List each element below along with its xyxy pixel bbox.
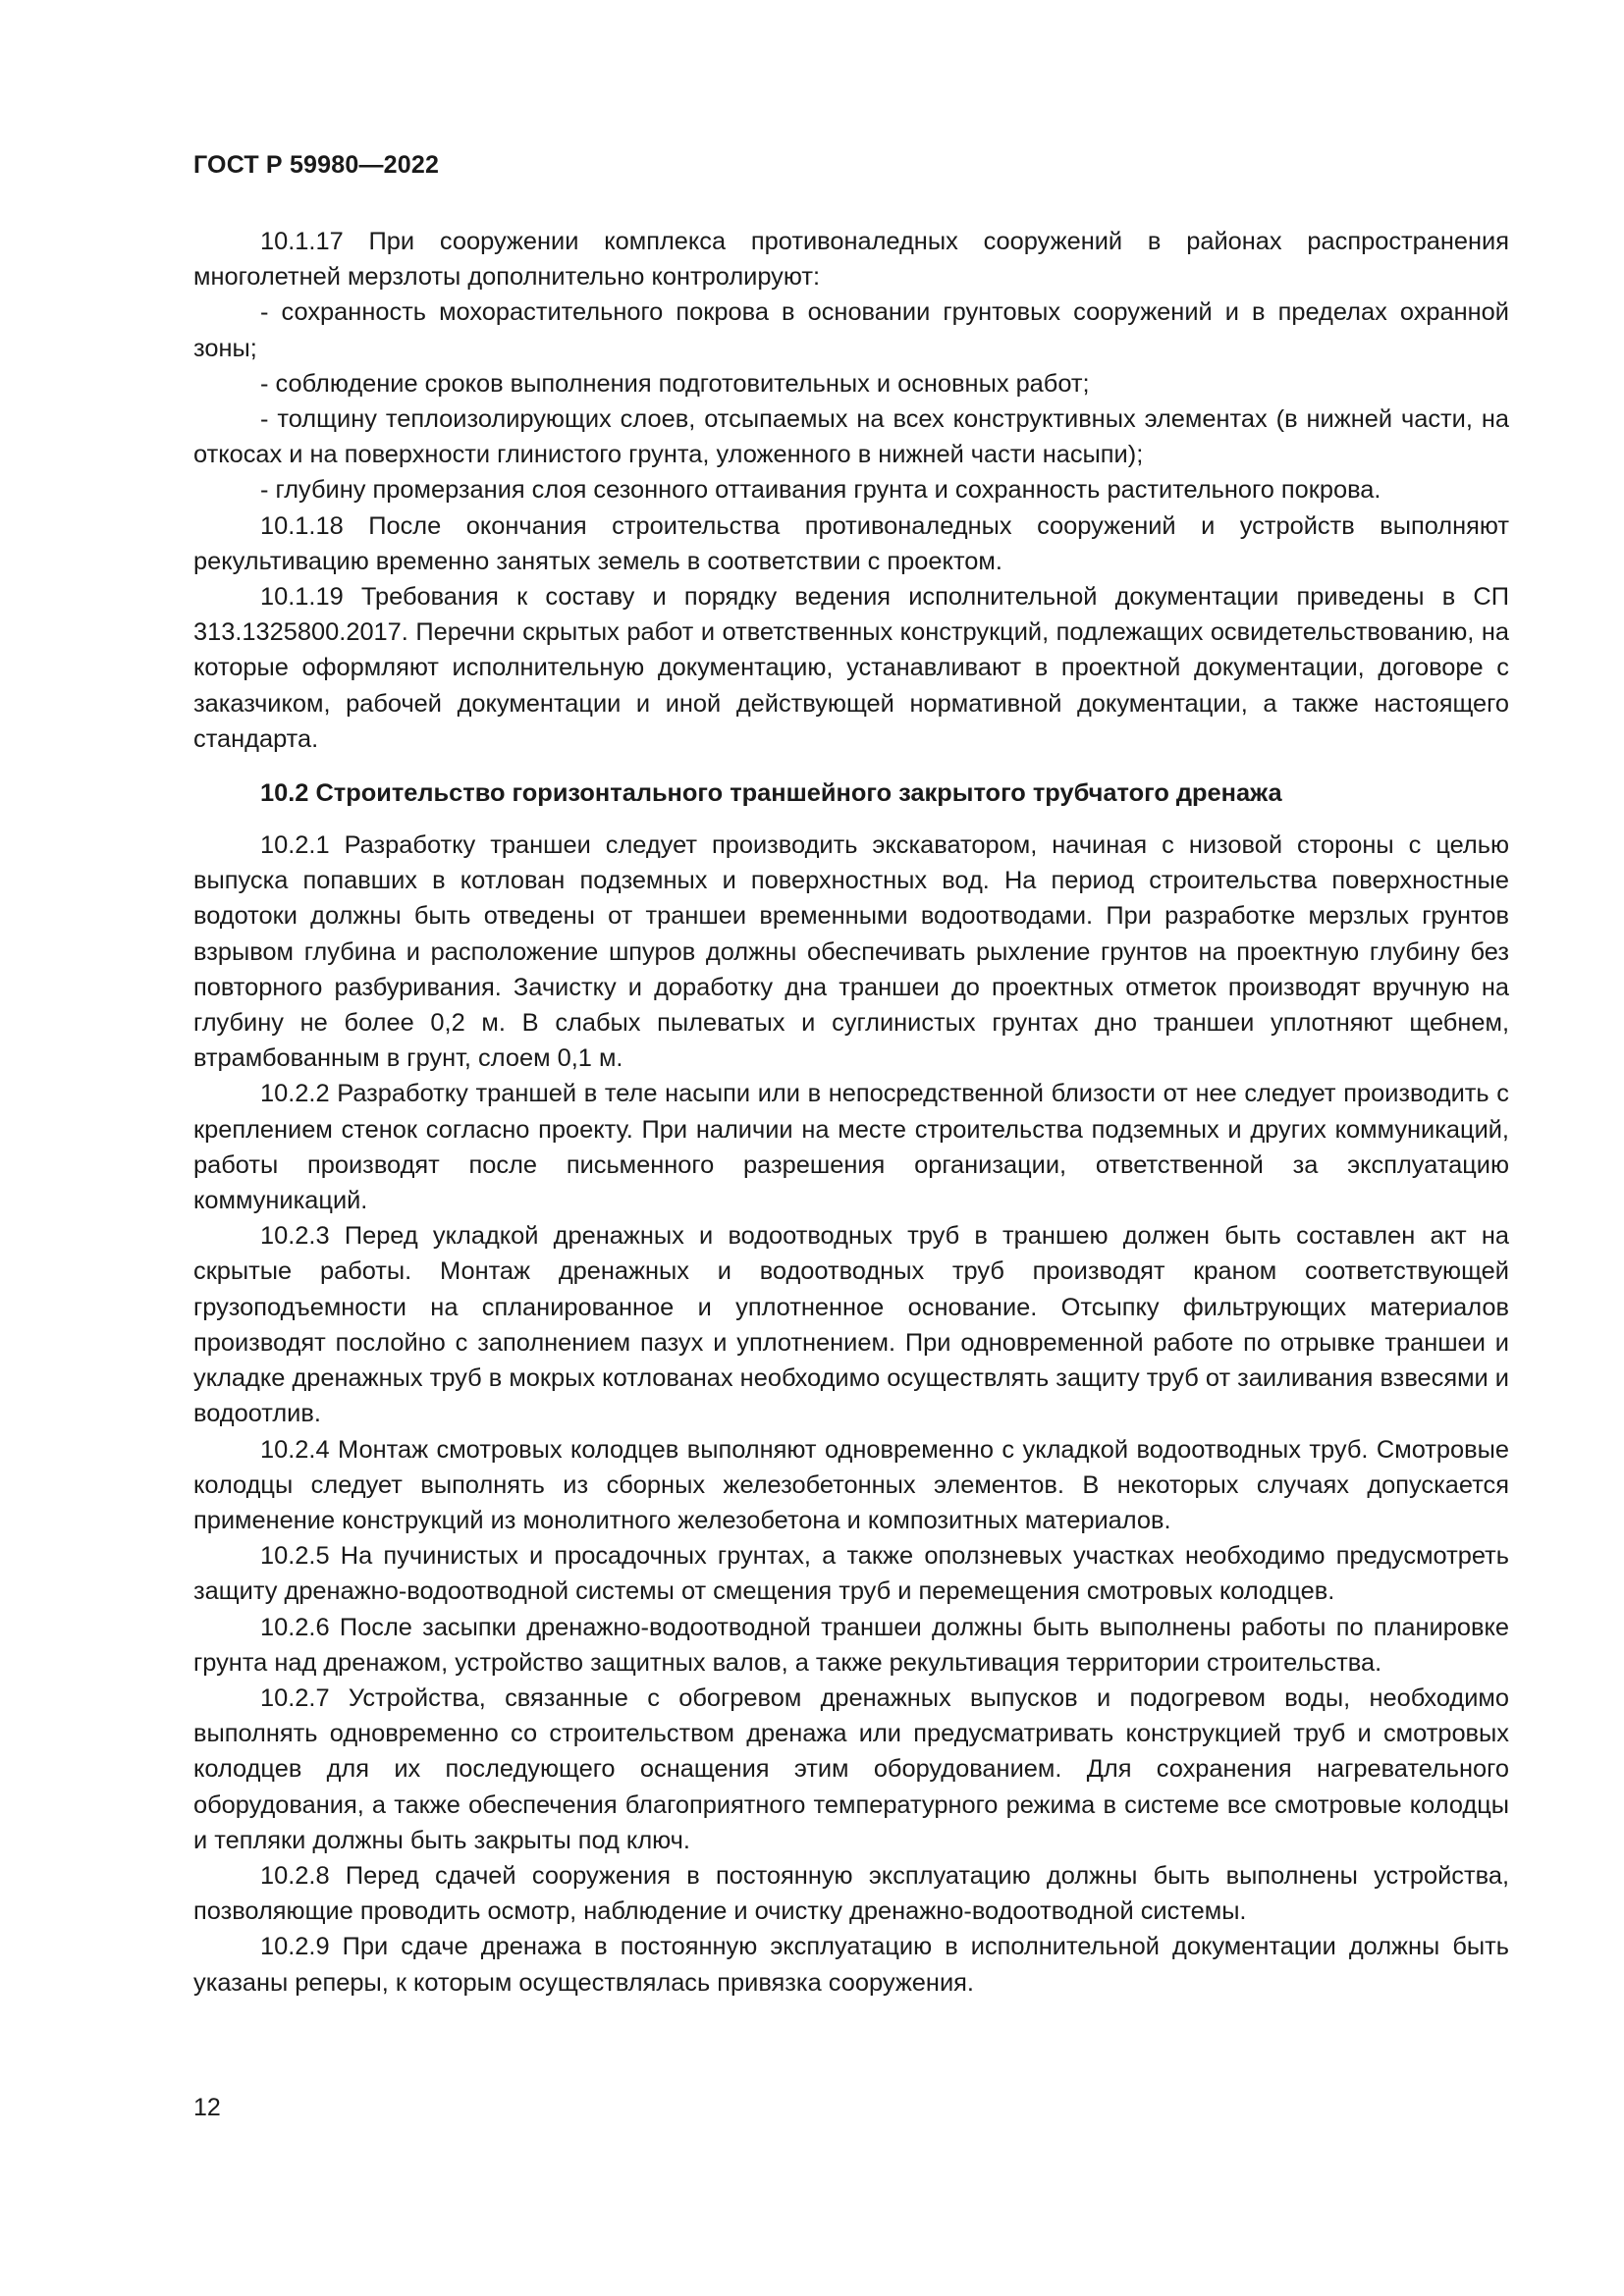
paragraph-10-1-19: 10.1.19 Требования к составу и порядку ведения исполнительной документации приведены в СП 313.1325800.2017. Перечни скрытых работ и ответственных конструкций, подлежащих освидетельствованию, на которые оформляют исполнительную документацию, устанавливают в проектной документации, договоре с заказчиком, рабочей документации и иной действующей нормативной документации, а также настоящего стандарта. (193, 583, 1509, 753)
paragraph-10-2-4: 10.2.4 Монтаж смотровых колодцев выполняют одновременно с укладкой водоотводных труб. Смотровые колодцы следует выполнять из сборных железобетонных элементов. В некоторых случаях допускается применение конструкций из монолитного железобетона и композитных материалов. (193, 1435, 1509, 1534)
list-item-10-1-17-2: - соблюдение сроков выполнения подготовительных и основных работ; (260, 369, 1090, 398)
paragraph-10-1-18: 10.1.18 После окончания строительства противоналедных сооружений и устройств выполняют рекультивацию временно занятых земель в соответствии с проектом. (193, 511, 1509, 575)
paragraph-10-2-5: 10.2.5 На пучинистых и просадочных грунтах, а также оползневых участках необходимо предусмотреть защиту дренажно-водоотводной системы от смещения труб и перемещения смотровых колодцев. (193, 1542, 1509, 1606)
section-heading-10-2: 10.2 Строительство горизонтального траншейного закрытого трубчатого дренажа (260, 779, 1282, 808)
page-number: 12 (193, 2094, 221, 2121)
list-item-10-1-17-4: - глубину промерзания слоя сезонного оттаивания грунта и сохранность растительного покрова. (260, 476, 1381, 505)
paragraph-10-2-9: 10.2.9 При сдаче дренажа в постоянную эксплуатацию в исполнительной документации должны быть указаны реперы, к которым осуществлялась привязка сооружения. (193, 1933, 1509, 1997)
paragraph-10-2-2: 10.2.2 Разработку траншей в теле насыпи или в непосредственной близости от нее следует производить с креплением стенок согласно проекту. При наличии на месте строительства подземных и других коммуникаций, работы производят после письменного разрешения организации, ответственной за эксплуатацию коммуникаций. (193, 1080, 1509, 1215)
paragraph-10-2-8: 10.2.8 Перед сдачей сооружения в постоянную эксплуатацию должны быть выполнены устройства, позволяющие проводить осмотр, наблюдение и очистку дренажно-водоотводной системы. (193, 1861, 1509, 1926)
list-item-10-1-17-3: - толщину теплоизолирующих слоев, отсыпаемых на всех конструктивных элементах (в нижней части, на откосах и на поверхности глинистого грунта, уложенного в нижней части насыпи); (193, 405, 1509, 469)
paragraph-10-2-1: 10.2.1 Разработку траншеи следует производить экскаватором, начиная с низовой стороны с целью выпуска попавших в котлован подземных и поверхностных вод. На период строительства поверхностные водотоки должны быть отведены от траншеи временными водоотводами. При разработке мерзлых грунтов взрывом глубина и расположение шпуров должны обеспечивать рыхление грунтов на проектную глубину без повторного разбуривания. Зачистку и доработку дна траншеи до проектных отметок производят вручную на глубину не более 0,2 м. В слабых пылеватых и суглинистых грунтах дно траншеи уплотняют щебнем, втрамбованным в грунт, слоем 0,1 м. (193, 831, 1509, 1073)
paragraph-10-1-17: 10.1.17 При сооружении комплекса противоналедных сооружений в районах распространения многолетней мерзлоты дополнительно контролируют: (193, 228, 1509, 292)
list-item-10-1-17-1: - сохранность мохорастительного покрова в основании грунтовых сооружений и в пределах охранной зоны; (193, 298, 1509, 362)
paragraph-10-2-3: 10.2.3 Перед укладкой дренажных и водоотводных труб в траншею должен быть составлен акт на скрытые работы. Монтаж дренажных и водоотводных труб производят краном соответствующей грузоподъемности на спланированное и уплотненное основание. Отсыпку фильтрующих материалов производят послойно с заполнением пазух и уплотнением. При одновременной работе по отрывке траншеи и укладке дренажных труб в мокрых котлованах необходимо осуществлять защиту труб от заиливания взвесями и водоотлив. (193, 1222, 1509, 1428)
paragraph-10-2-6: 10.2.6 После засыпки дренажно-водоотводной траншеи должны быть выполнены работы по планировке грунта над дренажом, устройство защитных валов, а также рекультивация территории строительства. (193, 1613, 1509, 1677)
document-body (193, 224, 1509, 2001)
standard-header: ГОСТ Р 59980—2022 (193, 151, 440, 179)
paragraph-10-2-7: 10.2.7 Устройства, связанные с обогревом дренажных выпусков и подогревом воды, необходимо выполнять одновременно со строительством дренажа или предусматривать конструкцией труб и смотровых колодцев для их последующего оснащения этим оборудованием. Для сохранения нагревательного оборудования, а также обеспечения благоприятного температурного режима в системе все смотровые колодцы и тепляки должны быть закрыты под ключ. (193, 1683, 1509, 1854)
